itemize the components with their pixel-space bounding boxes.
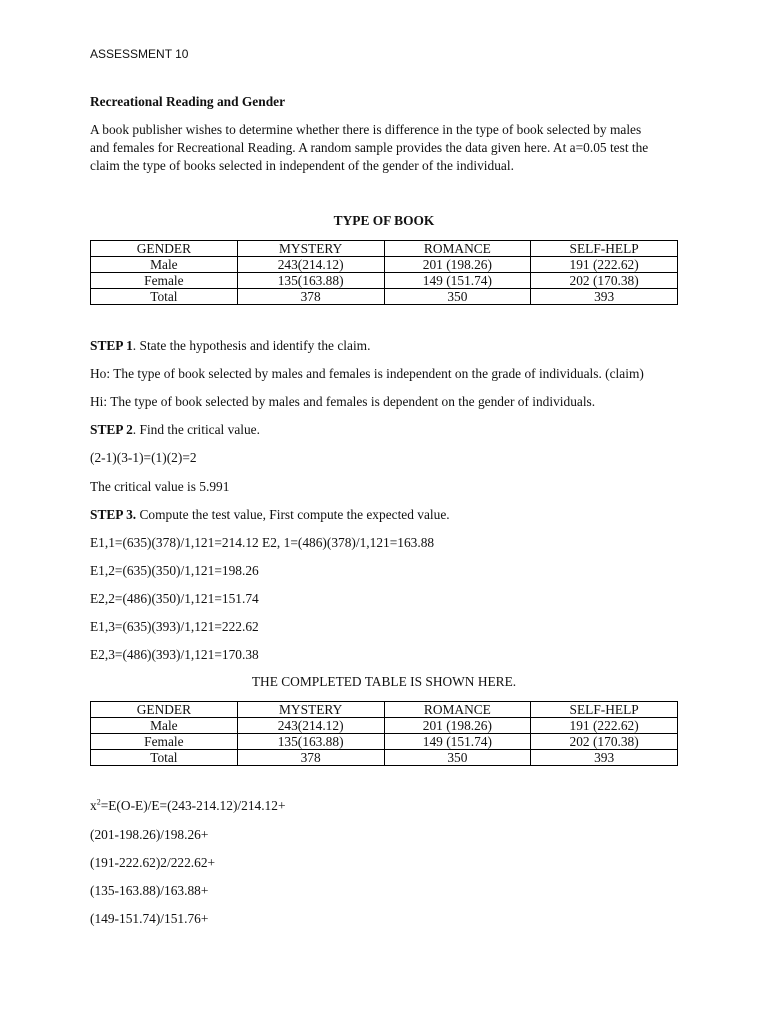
table-cell: 378 xyxy=(237,289,384,305)
table-cell: 191 (222.62) xyxy=(531,257,678,273)
table-cell: 201 (198.26) xyxy=(384,257,531,273)
table-header-row xyxy=(91,702,678,718)
step1-text: . State the hypothesis and identify the claim. xyxy=(132,338,371,353)
table-cell: 191 (222.62) xyxy=(531,718,678,734)
table-cell: 202 (170.38) xyxy=(531,734,678,750)
header-cell: SELF-HELP xyxy=(531,241,678,257)
chi-symbol: x xyxy=(90,798,97,813)
table-cell: 350 xyxy=(384,289,531,305)
table-row xyxy=(91,257,678,273)
header-cell: ROMANCE xyxy=(384,702,531,718)
header-cell: MYSTERY xyxy=(237,702,384,718)
intro-line-1: A book publisher wishes to determine whether there is difference in the type of book selected by males xyxy=(90,122,642,137)
table-cell: Total xyxy=(91,750,238,766)
expected-value-line: E2,2=(486)(350)/1,121=151.74 xyxy=(90,591,259,606)
critical-value: The critical value is 5.991 xyxy=(90,479,230,494)
chi-term-line: (135-163.88)/163.88+ xyxy=(90,883,209,898)
chi-term-line: (201-198.26)/198.26+ xyxy=(90,827,209,842)
alternative-hypothesis: Hi: The type of book selected by males and females is dependent on the gender of individuals. xyxy=(90,394,596,409)
table-cell: 378 xyxy=(237,750,384,766)
expected-value-line: E1,3=(635)(393)/1,121=222.62 xyxy=(90,619,259,634)
intro-line-3: claim the type of books selected in independent of the gender of the individual. xyxy=(90,158,514,173)
chi-square-formula xyxy=(90,797,286,814)
table-row xyxy=(91,273,678,289)
table-cell: 350 xyxy=(384,750,531,766)
expected-value-line: E2,3=(486)(393)/1,121=170.38 xyxy=(90,647,259,662)
table-header-row xyxy=(91,241,678,257)
step3-text: Compute the test value, First compute the expected value. xyxy=(136,507,450,522)
table-row xyxy=(91,734,678,750)
step3-label: STEP 3. xyxy=(90,507,137,522)
degrees-of-freedom: (2-1)(3-1)=(1)(2)=2 xyxy=(90,450,197,465)
table-cell: 243(214.12) xyxy=(237,257,384,273)
table-cell: Female xyxy=(91,734,238,750)
step1-line xyxy=(90,337,370,354)
null-hypothesis: Ho: The type of book selected by males and females is independent on the grade of individuals. (claim) xyxy=(90,366,644,381)
chi-expression: =E(O-E)/E=(243-214.12)/214.12+ xyxy=(100,798,286,813)
table-cell: 202 (170.38) xyxy=(531,273,678,289)
table2-caption: THE COMPLETED TABLE IS SHOWN HERE. xyxy=(251,674,517,689)
table1-caption: TYPE OF BOOK xyxy=(333,213,435,228)
header-cell: SELF-HELP xyxy=(531,702,678,718)
expected-value-line: E1,2=(635)(350)/1,121=198.26 xyxy=(90,563,259,578)
table-cell: 201 (198.26) xyxy=(384,718,531,734)
step3-line xyxy=(90,506,450,523)
table-cell: 393 xyxy=(531,750,678,766)
table-cell: 243(214.12) xyxy=(237,718,384,734)
header-cell: GENDER xyxy=(91,241,238,257)
header-cell: ROMANCE xyxy=(384,241,531,257)
header-cell: GENDER xyxy=(91,702,238,718)
type-of-book-table xyxy=(90,240,678,305)
expected-value-line: E1,1=(635)(378)/1,121=214.12 E2, 1=(486)(378)/1,121=163.88 xyxy=(90,535,435,550)
step2-label: STEP 2 xyxy=(90,422,133,437)
table-cell: Female xyxy=(91,273,238,289)
table-row xyxy=(91,718,678,734)
table-cell: Total xyxy=(91,289,238,305)
intro-line-2: and females for Recreational Reading. A random sample provides the data given here. At a=0.05 test the xyxy=(90,140,649,155)
completed-table xyxy=(90,701,678,766)
table-cell: 135(163.88) xyxy=(237,273,384,289)
table-cell: 149 (151.74) xyxy=(384,734,531,750)
document-title: Recreational Reading and Gender xyxy=(90,94,286,109)
table-cell: 135(163.88) xyxy=(237,734,384,750)
table-cell: Male xyxy=(91,718,238,734)
chi-term-line: (149-151.74)/151.76+ xyxy=(90,911,209,926)
step2-text: . Find the critical value. xyxy=(132,422,260,437)
chi-exponent: 2 xyxy=(96,797,101,807)
table-cell: 149 (151.74) xyxy=(384,273,531,289)
table-row xyxy=(91,750,678,766)
assessment-heading: ASSESSMENT 10 xyxy=(90,47,189,61)
step2-line xyxy=(90,421,260,438)
header-cell: MYSTERY xyxy=(237,241,384,257)
step1-label: STEP 1 xyxy=(90,338,133,353)
chi-term-line: (191-222.62)2/222.62+ xyxy=(90,855,216,870)
table-row xyxy=(91,289,678,305)
table-cell: Male xyxy=(91,257,238,273)
table-cell: 393 xyxy=(531,289,678,305)
